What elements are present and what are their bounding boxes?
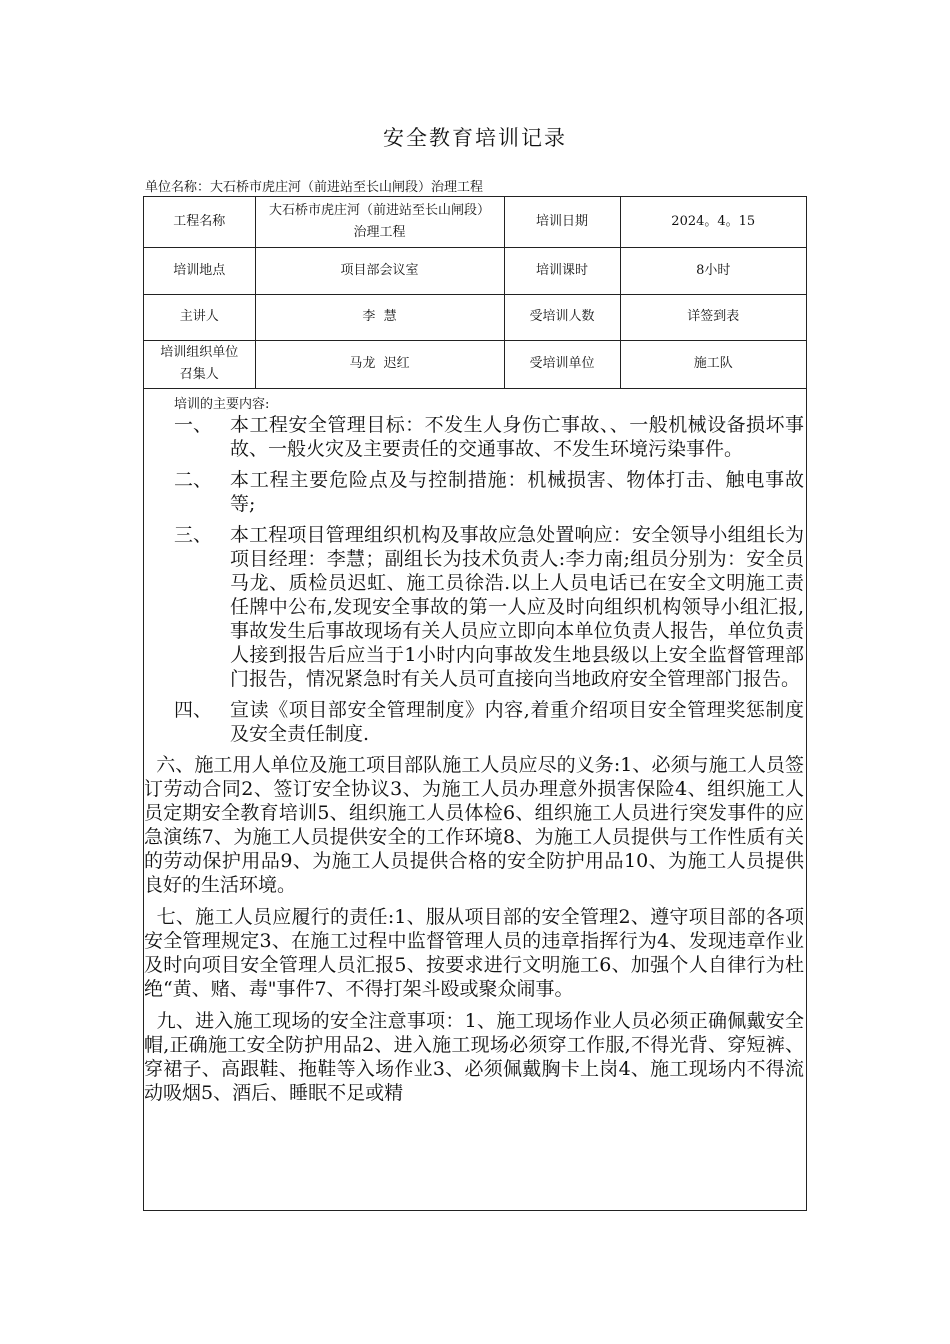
table-row xyxy=(144,340,806,388)
item-number: 二、 xyxy=(174,468,213,491)
record-form xyxy=(143,196,807,1211)
project-name-value: 大石桥市虎庄河（前进站至长山闸段） 治理工程 xyxy=(255,197,504,247)
trainee-unit-label: 受培训单位 xyxy=(504,340,620,388)
training-location-value: 项目部会议室 xyxy=(255,247,504,294)
paragraph-responsibilities: 七、施工人员应履行的责任:1、服从项目部的安全管理2、遵守项目部的各项安全管理规定3、在施工过程中监督管理人员的违章指挥行为4、发现违章作业及时向项目安全管理人员汇报5、按要求进行文明施工6、加强个人自律行为杜绝“黄、赌、毒"事件7、不得打架斗殴或聚众闹事。 xyxy=(144,905,804,1000)
training-location-label: 培训地点 xyxy=(144,247,255,294)
item-number: 三、 xyxy=(174,523,213,546)
item-text: 本工程主要危险点及与控制措施：机械损害、物体打击、触电事故等; xyxy=(230,468,804,515)
page-title: 安全教育培训记录 xyxy=(383,126,567,150)
organizer-label: 培训组织单位 召集人 xyxy=(144,340,255,388)
list-item xyxy=(144,698,806,746)
item-text: 宣读《项目部安全管理制度》内容,着重介绍项目安全管理奖惩制度及安全责任制度. xyxy=(230,698,804,745)
training-date-label: 培训日期 xyxy=(504,197,620,247)
unit-name-line: 单位名称：大石桥市虎庄河（前进站至长山闸段）治理工程 xyxy=(145,180,484,195)
training-hours-value: 8小时 xyxy=(620,247,806,294)
organizer-value: 马龙 迟红 xyxy=(255,340,504,388)
list-item xyxy=(144,413,806,461)
training-date-value: 2024。4。15 xyxy=(620,197,806,247)
project-name-label: 工程名称 xyxy=(144,197,255,247)
item-text: 本工程项目管理组织机构及事故应急处置响应：安全领导小组组长为项目经理：李慧；副组长为技术负责人:李力南;组员分别为：安全员马龙、质检员迟虹、施工员徐浩.以上人员电话已在安全文明施工责任牌中公布,发现安全事故的第一人应及时向组织机构领导小组汇报,事故发生后事故现场有关人员应立即向本单位负责人报告，单位负责人接到报告后应当于1小时内向事故发生地县级以上安全监督管理部门报告，情况紧急时有关人员可直接向当地政府安全管理部门报告。 xyxy=(230,523,804,690)
item-number: 四、 xyxy=(174,698,213,721)
item-number: 一、 xyxy=(174,413,213,436)
list-item xyxy=(144,468,806,516)
training-hours-label: 培训课时 xyxy=(504,247,620,294)
item-text: 本工程安全管理目标：不发生人身伤亡事故、、一般机械设备损坏事故、一般火灾及主要责任的交通事故、不发生环境污染事件。 xyxy=(230,413,804,460)
table-row xyxy=(144,294,806,340)
trainee-unit-value: 施工队 xyxy=(620,340,806,388)
paragraph-site-safety: 九、进入施工现场的安全注意事项：1、施工现场作业人员必须正确佩戴安全帽,正确施工安全防护用品2、进入施工现场必须穿工作服,不得光背、穿短裤、穿裙子、高跟鞋、拖鞋等入场作业3、必须佩戴胸卡上岗4、施工现场内不得流动吸烟5、酒后、睡眠不足或精 xyxy=(144,1009,804,1104)
list-item xyxy=(144,523,806,691)
trainee-count-value: 详签到表 xyxy=(620,294,806,340)
table-row xyxy=(144,247,806,294)
info-table xyxy=(144,197,806,389)
paragraph-obligations: 六、施工用人单位及施工项目部队施工人员应尽的义务:1、必须与施工人员签订劳动合同2、签订安全协议3、为施工人员办理意外损害保险4、组织施工人员定期安全教育培训5、组织施工人员体检6、组织施工人员进行突发事件的应急演练7、为施工人员提供安全的工作环境8、为施工人员提供与工作性质有关的劳动保护用品9、为施工人员提供合格的安全防护用品10、为施工人员提供良好的生活环境。 xyxy=(144,753,804,896)
content-label: 培训的主要内容: xyxy=(174,396,270,412)
training-content xyxy=(144,389,806,1105)
speaker-label: 主讲人 xyxy=(144,294,255,340)
table-row xyxy=(144,197,806,247)
speaker-value: 李 慧 xyxy=(255,294,504,340)
trainee-count-label: 受培训人数 xyxy=(504,294,620,340)
